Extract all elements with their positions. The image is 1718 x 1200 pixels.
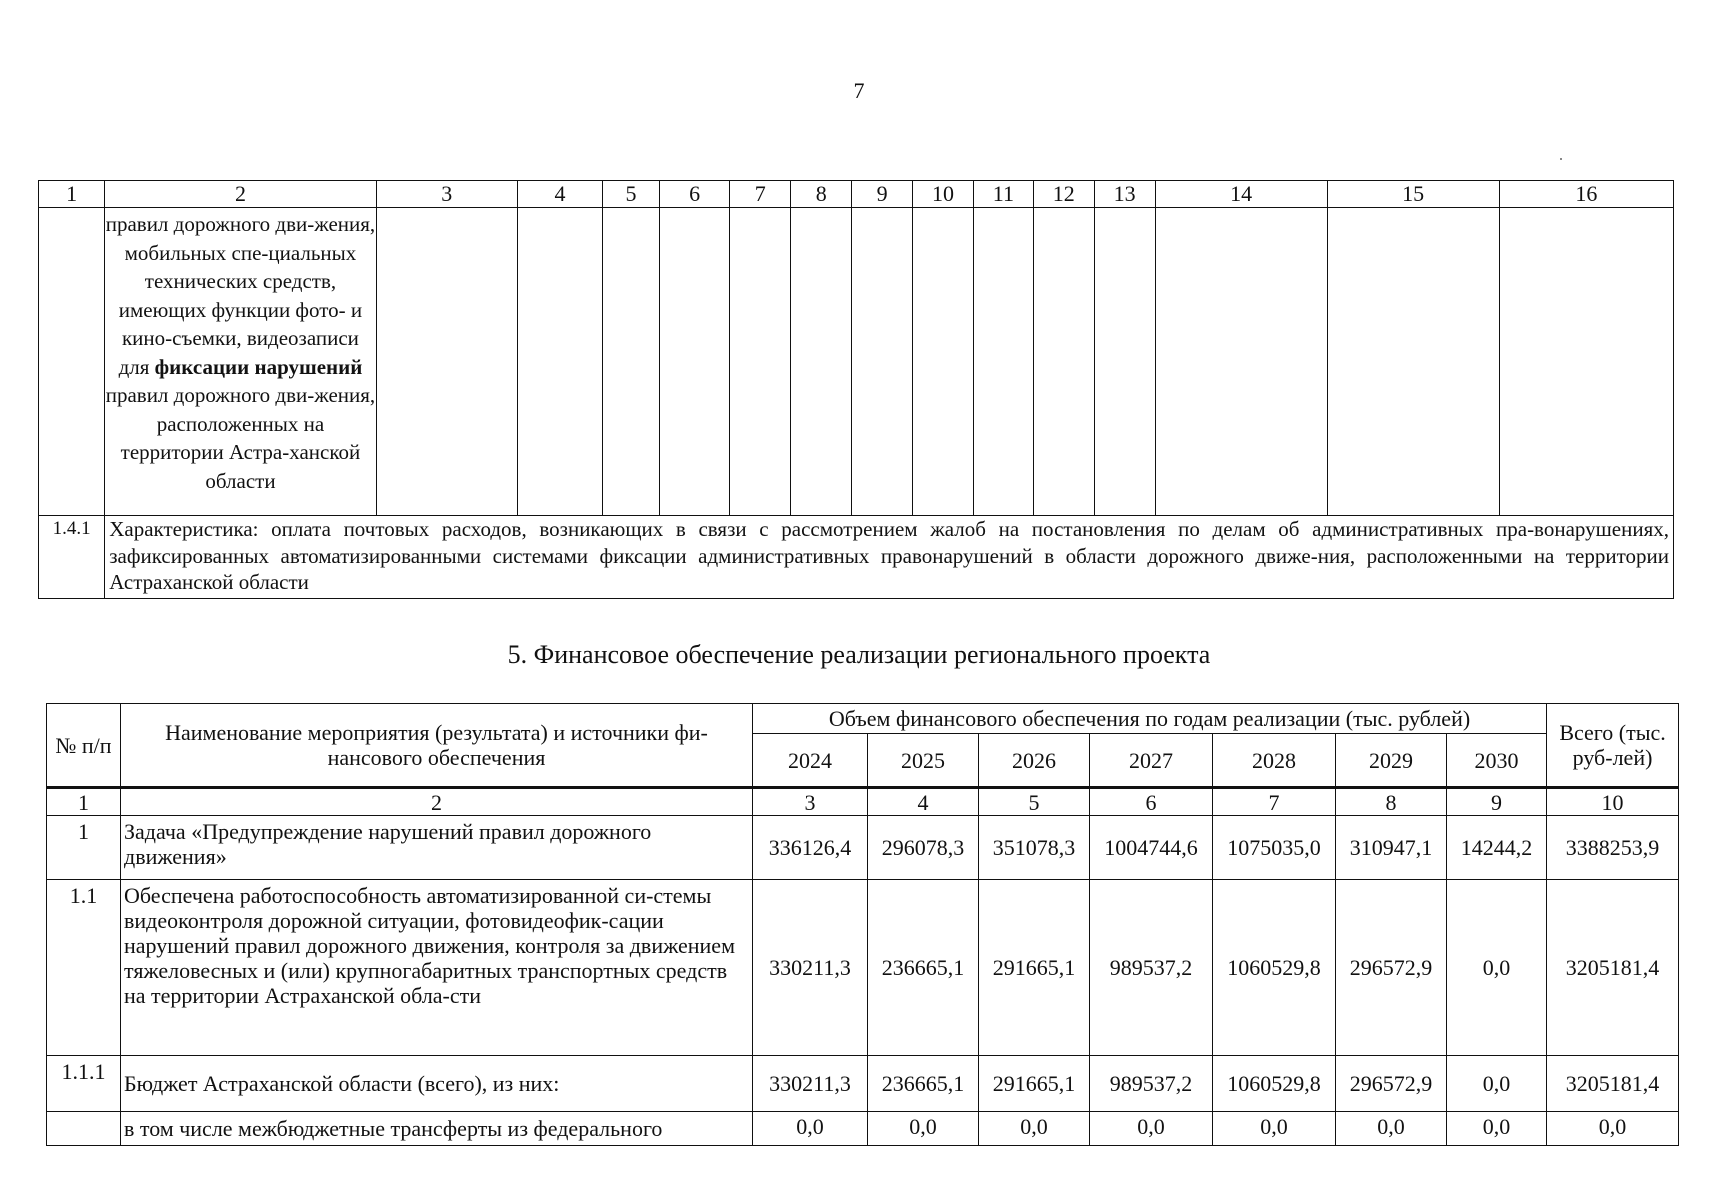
index-cell: 3 <box>753 788 868 816</box>
index-cell: 10 <box>1547 788 1679 816</box>
year-header: 2024 <box>753 734 868 788</box>
value-cell: 0,0 <box>868 1112 979 1146</box>
scan-speck <box>1560 158 1562 160</box>
desc-text-1: правил дорожного дви-жения, мобильных спе-циальных технических средств, имеющих функции фото- и кино-съемки, видеозаписи для <box>105 212 376 379</box>
value-cell: 0,0 <box>1090 1112 1213 1146</box>
empty-cell <box>376 208 517 516</box>
value-cell: 351078,3 <box>979 816 1090 880</box>
col-name-header: Наименование мероприятия (результата) и источники фи-нансового обеспечения <box>121 704 753 788</box>
table1-header-cell: 10 <box>913 181 974 208</box>
value-cell: 330211,3 <box>753 880 868 1056</box>
empty-cell <box>852 208 913 516</box>
year-header: 2025 <box>868 734 979 788</box>
value-cell: 0,0 <box>1213 1112 1336 1146</box>
table1-header-cell: 6 <box>659 181 730 208</box>
value-cell: 236665,1 <box>868 880 979 1056</box>
row-name: в том числе межбюджетные трансферты из федерального <box>121 1112 753 1146</box>
empty-cell <box>791 208 852 516</box>
value-cell: 236665,1 <box>868 1056 979 1112</box>
value-cell: 296078,3 <box>868 816 979 880</box>
empty-cell <box>39 208 105 516</box>
index-cell: 6 <box>1090 788 1213 816</box>
value-cell: 989537,2 <box>1090 1056 1213 1112</box>
col-volume-header: Объем финансового обеспечения по годам реализации (тыс. рублей) <box>753 704 1547 734</box>
empty-cell <box>1033 208 1094 516</box>
value-cell: 1060529,8 <box>1213 1056 1336 1112</box>
page-number: 7 <box>853 78 865 103</box>
index-cell: 7 <box>1213 788 1336 816</box>
year-header: 2028 <box>1213 734 1336 788</box>
characteristic-text: Характеристика: оплата почтовых расходов, возникающих в связи с рассмотрением жалоб на постановления по делам об административных пра-вонарушениях, зафиксированных автоматизированными системами фиксации административных правонарушений в области дорожного движе-ния, расположенными на территории Астраханской области <box>105 516 1674 599</box>
value-cell: 291665,1 <box>979 1056 1090 1112</box>
table1-header-cell: 15 <box>1327 181 1499 208</box>
section-title: 5. Финансовое обеспечение реализации регионального проекта <box>507 640 1211 669</box>
table1-body-row <box>39 208 1674 516</box>
value-cell: 0,0 <box>1447 880 1547 1056</box>
year-header: 2027 <box>1090 734 1213 788</box>
value-cell: 989537,2 <box>1090 880 1213 1056</box>
financing-header-row-1 <box>47 704 1679 734</box>
table1-header-cell: 1 <box>39 181 105 208</box>
empty-cell <box>517 208 602 516</box>
result-description-cell <box>105 208 376 516</box>
value-cell: 0,0 <box>1447 1112 1547 1146</box>
table1-header-cell: 3 <box>376 181 517 208</box>
table1-header-cell: 14 <box>1155 181 1327 208</box>
year-header: 2026 <box>979 734 1090 788</box>
empty-cell <box>730 208 791 516</box>
table1-header-cell: 11 <box>973 181 1033 208</box>
empty-cell <box>1094 208 1155 516</box>
value-cell: 336126,4 <box>753 816 868 880</box>
index-cell: 9 <box>1447 788 1547 816</box>
value-cell: 1075035,0 <box>1213 816 1336 880</box>
indicators-table-continuation <box>38 180 1674 599</box>
table1-header-cell: 12 <box>1033 181 1094 208</box>
row-number: 1.1.1 <box>47 1056 121 1112</box>
row-number: 1 <box>47 816 121 880</box>
value-cell: 291665,1 <box>979 880 1090 1056</box>
empty-cell <box>603 208 660 516</box>
total-cell: 3205181,4 <box>1547 880 1679 1056</box>
characteristic-number: 1.4.1 <box>39 516 105 599</box>
col-total-header: Всего (тыс. руб-лей) <box>1547 704 1679 788</box>
year-header: 2029 <box>1336 734 1447 788</box>
value-cell: 0,0 <box>1447 1056 1547 1112</box>
row-name: Задача «Предупреждение нарушений правил дорожного движения» <box>121 816 753 880</box>
empty-cell <box>1327 208 1499 516</box>
value-cell: 0,0 <box>979 1112 1090 1146</box>
desc-text-2: правил дорожного дви-жения, расположенных на территории Астра-ханской области <box>105 383 376 493</box>
value-cell: 0,0 <box>753 1112 868 1146</box>
table-row <box>47 816 1679 880</box>
col-num-header: № п/п <box>47 704 121 788</box>
table1-header-cell: 4 <box>517 181 602 208</box>
table1-header-cell: 2 <box>105 181 376 208</box>
index-cell: 2 <box>121 788 753 816</box>
empty-cell <box>913 208 974 516</box>
characteristic-row <box>39 516 1674 599</box>
desc-text-bold: фиксации нарушений <box>154 354 363 379</box>
table-row <box>47 1056 1679 1112</box>
index-cell: 8 <box>1336 788 1447 816</box>
value-cell: 1004744,6 <box>1090 816 1213 880</box>
table1-header-cell: 5 <box>603 181 660 208</box>
value-cell: 1060529,8 <box>1213 880 1336 1056</box>
table1-header-cell: 16 <box>1499 181 1673 208</box>
value-cell: 0,0 <box>1336 1112 1447 1146</box>
value-cell: 310947,1 <box>1336 816 1447 880</box>
value-cell: 296572,9 <box>1336 1056 1447 1112</box>
index-cell: 5 <box>979 788 1090 816</box>
value-cell: 14244,2 <box>1447 816 1547 880</box>
index-cell: 1 <box>47 788 121 816</box>
empty-cell <box>1499 208 1673 516</box>
table1-header-cell: 13 <box>1094 181 1155 208</box>
table-row <box>47 1112 1679 1146</box>
year-header: 2030 <box>1447 734 1547 788</box>
empty-cell <box>659 208 730 516</box>
financing-index-row <box>47 788 1679 816</box>
total-cell: 3205181,4 <box>1547 1056 1679 1112</box>
table1-header-row <box>39 181 1674 208</box>
empty-cell <box>973 208 1033 516</box>
row-number <box>47 1112 121 1146</box>
row-number: 1.1 <box>47 880 121 1056</box>
table-row <box>47 880 1679 1056</box>
row-name: Обеспечена работоспособность автоматизированной си-стемы видеоконтроля дорожной ситуации, фотовидеофик-сации нарушений правил дорожного движения, контроля за движением тяжеловесных и (или) крупногабаритных транспортных средств на территории Астраханской обла-сти <box>121 880 753 1056</box>
total-cell: 3388253,9 <box>1547 816 1679 880</box>
total-cell: 0,0 <box>1547 1112 1679 1146</box>
empty-cell <box>1155 208 1327 516</box>
row-name: Бюджет Астраханской области (всего), из них: <box>121 1056 753 1112</box>
index-cell: 4 <box>868 788 979 816</box>
table1-header-cell: 9 <box>852 181 913 208</box>
value-cell: 330211,3 <box>753 1056 868 1112</box>
table1-header-cell: 7 <box>730 181 791 208</box>
table1-header-cell: 8 <box>791 181 852 208</box>
financing-table <box>46 703 1679 1146</box>
value-cell: 296572,9 <box>1336 880 1447 1056</box>
